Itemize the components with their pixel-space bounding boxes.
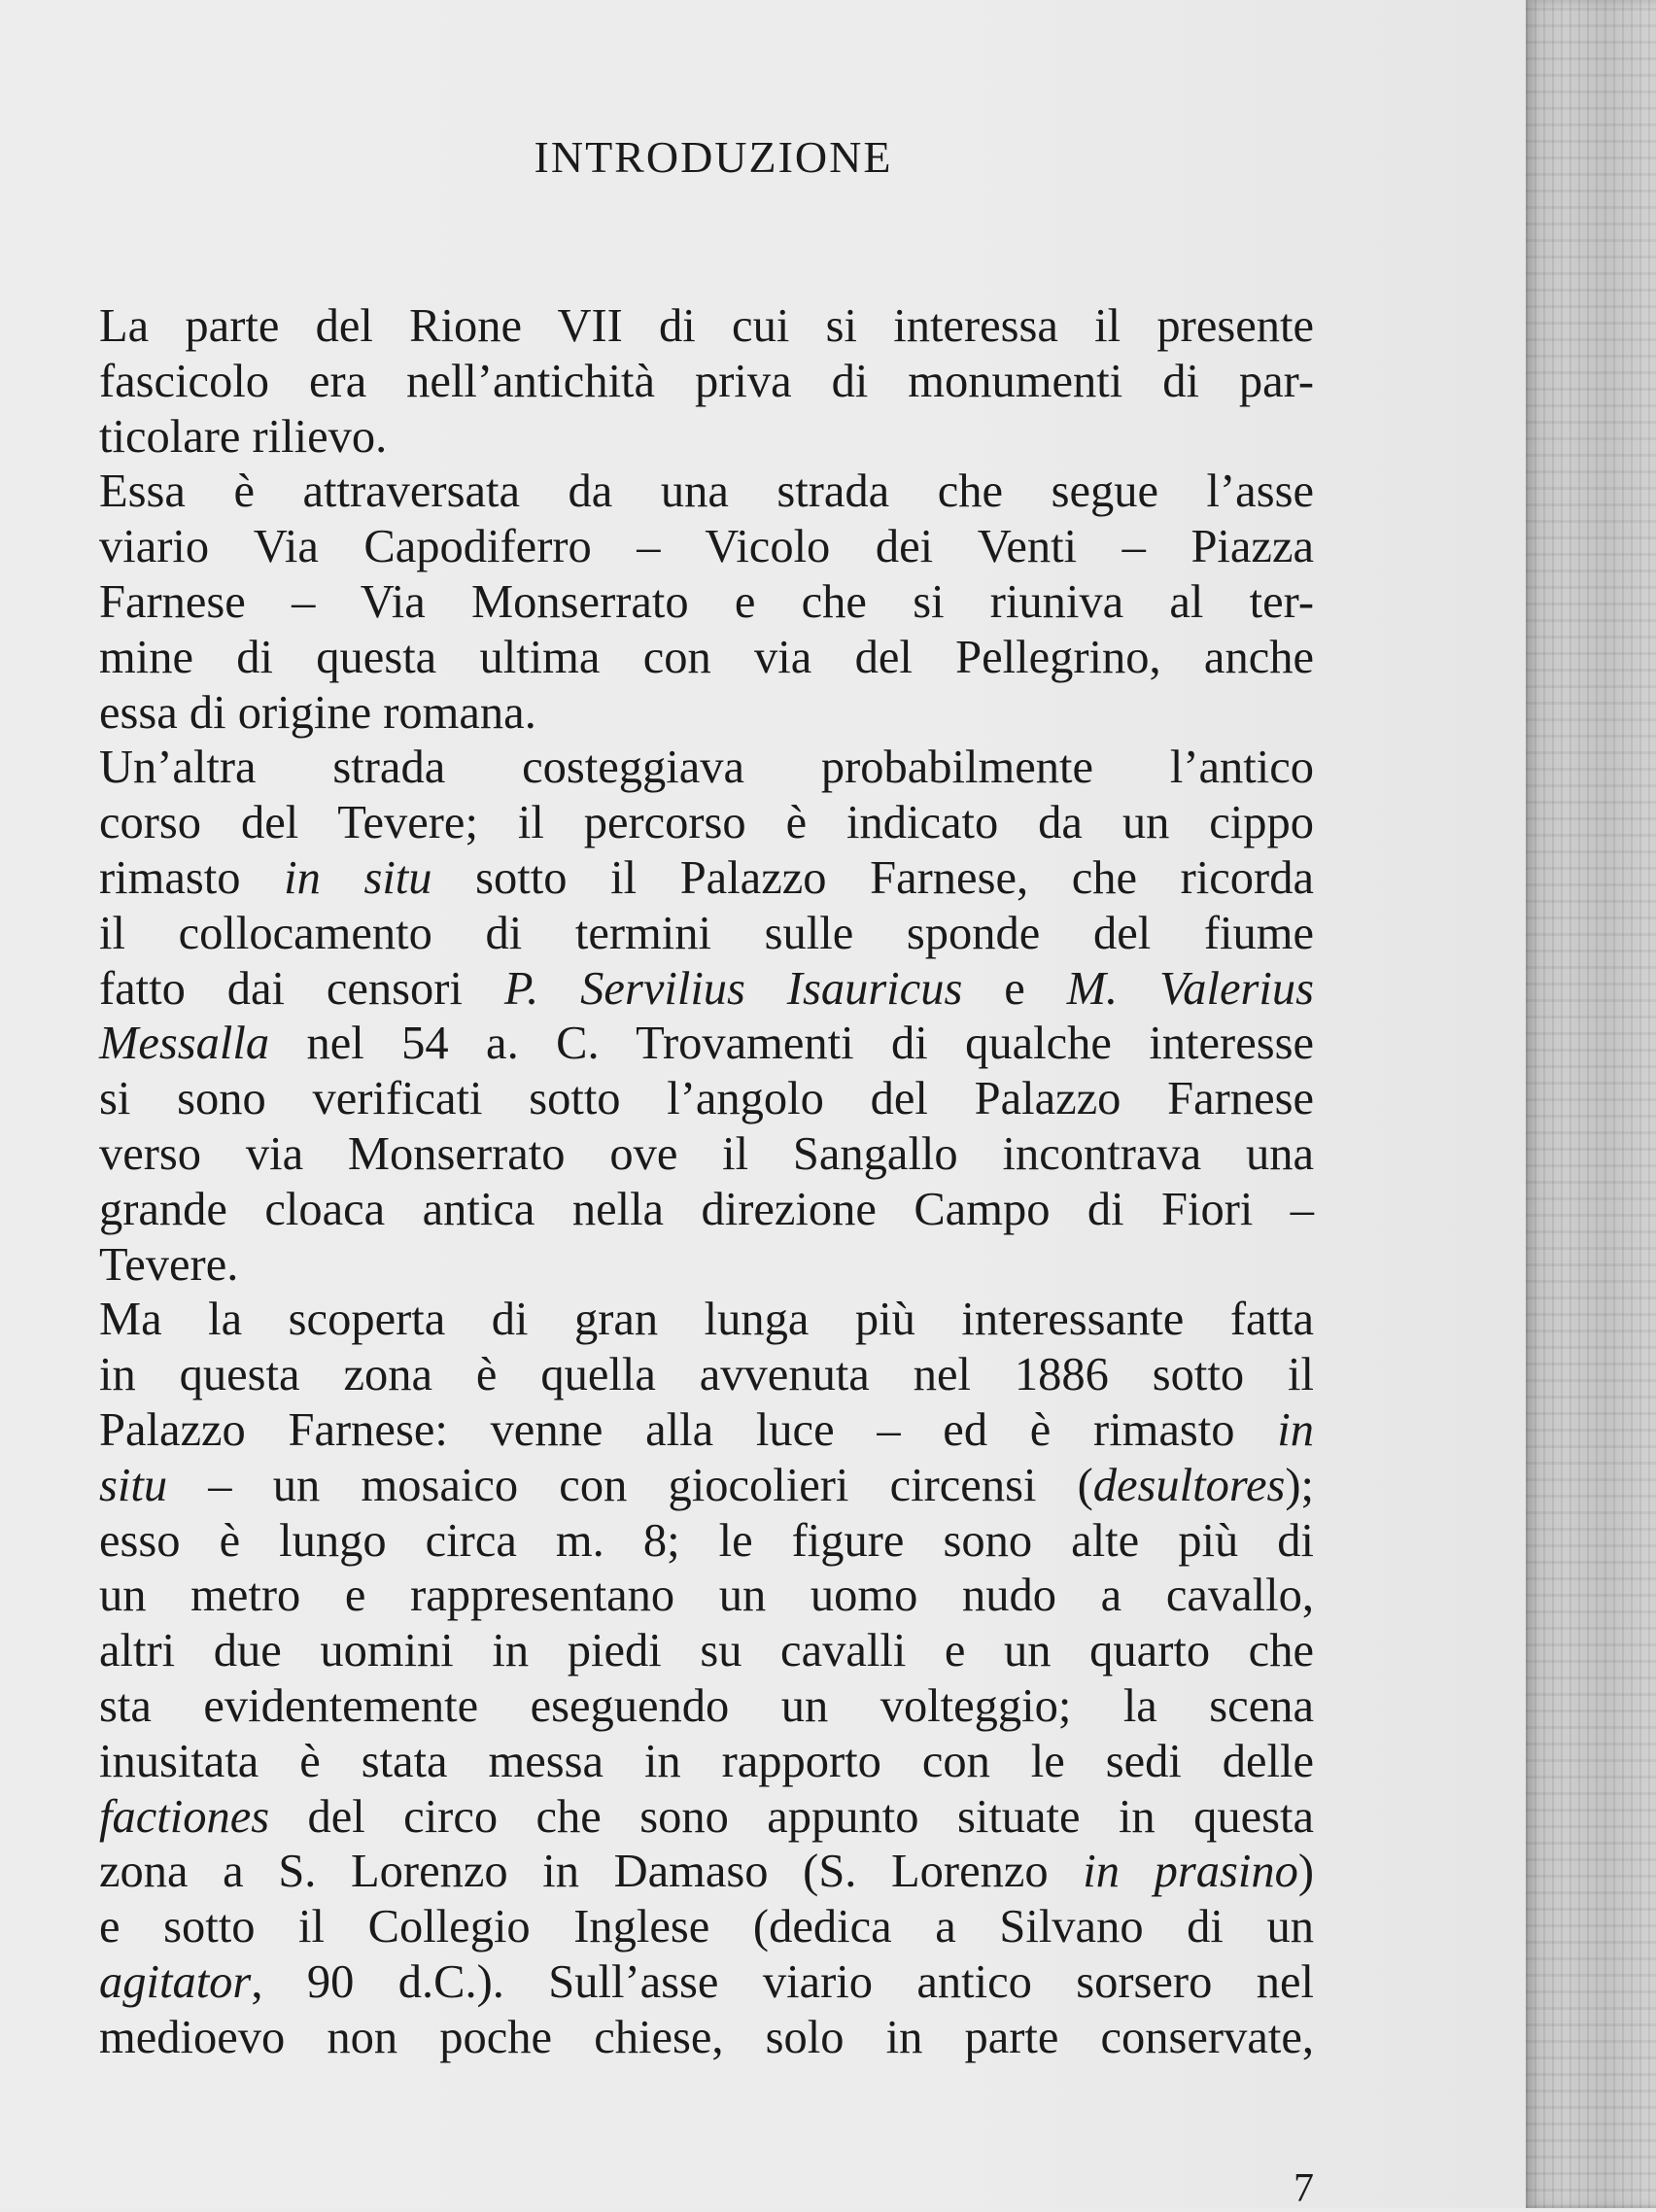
text-line: esso è lungo circa m. 8; le figure sono alte più di <box>99 1514 1314 1567</box>
text-line: corso del Tevere; il percorso è indicato da un cippo <box>99 797 1314 849</box>
text-line: altri due uomini in piedi su cavalli e un quarto che <box>99 1625 1314 1677</box>
text-line: fatto dai censori P. Servilius Isauricus e M. Valerius <box>99 962 1314 1015</box>
text-line: Ma la scoperta di gran lunga più interessante fatta <box>99 1294 1314 1346</box>
text-line: factiones del circo che sono appunto situate in questa <box>99 1790 1314 1843</box>
page-heading: INTRODUZIONE <box>534 132 893 182</box>
text-line: situ – un mosaico con giocolieri circensi (desultores); <box>99 1459 1314 1511</box>
text-line: mine di questa ultima con via del Pellegrino, anche <box>99 631 1314 683</box>
text-line: agitator, 90 d.C.). Sull’asse viario antico sorsero nel <box>99 1955 1314 2008</box>
text-line: grande cloaca antica nella direzione Campo di Fiori – <box>99 1183 1314 1235</box>
text-line: si sono verificati sotto l’angolo del Palazzo Farnese <box>99 1073 1314 1125</box>
text-line: Palazzo Farnese: venne alla luce – ed è rimasto in <box>99 1403 1314 1456</box>
page-edge-background <box>1526 0 1656 2208</box>
text-line: Messalla nel 54 a. C. Trovamenti di qualche interesse <box>99 1018 1314 1070</box>
text-line: fascicolo era nell’antichità priva di monumenti di par- <box>99 355 1314 407</box>
text-line: Farnese – Via Monserrato e che si riuniva al ter- <box>99 575 1314 628</box>
text-line: viario Via Capodiferro – Vicolo dei Venti – Piazza <box>99 521 1314 573</box>
text-line: Un’altra strada costeggiava probabilmente l’antico <box>99 742 1314 794</box>
text-line: e sotto il Collegio Inglese (dedica a Silvano di un <box>99 1901 1314 1953</box>
text-line: zona a S. Lorenzo in Damaso (S. Lorenzo in prasino) <box>99 1846 1314 1898</box>
text-line: rimasto in situ sotto il Palazzo Farnese, che ricorda <box>99 851 1314 904</box>
body-text <box>99 299 1314 2066</box>
text-line: sta evidentemente eseguendo un volteggio; la scena <box>99 1679 1314 1732</box>
text-line: medioevo non poche chiese, solo in parte conservate, <box>99 2011 1314 2063</box>
page-number: 7 <box>1294 2166 1314 2211</box>
text-line: Tevere. <box>99 1238 239 1291</box>
text-line: Essa è attraversata da una strada che segue l’asse <box>99 466 1314 518</box>
text-line: essa di origine romana. <box>99 686 536 739</box>
text-line: un metro e rappresentano un uomo nudo a cavallo, <box>99 1570 1314 1622</box>
text-line: inusitata è stata messa in rapporto con le sedi delle <box>99 1735 1314 1787</box>
text-line: in questa zona è quella avvenuta nel 1886 sotto il <box>99 1349 1314 1401</box>
text-line: ticolare rilievo. <box>99 410 388 463</box>
text-line: La parte del Rione VII di cui si interessa il presente <box>99 300 1314 352</box>
text-line: il collocamento di termini sulle sponde del fiume <box>99 907 1314 959</box>
text-line: verso via Monserrato ove il Sangallo incontrava una <box>99 1127 1314 1180</box>
